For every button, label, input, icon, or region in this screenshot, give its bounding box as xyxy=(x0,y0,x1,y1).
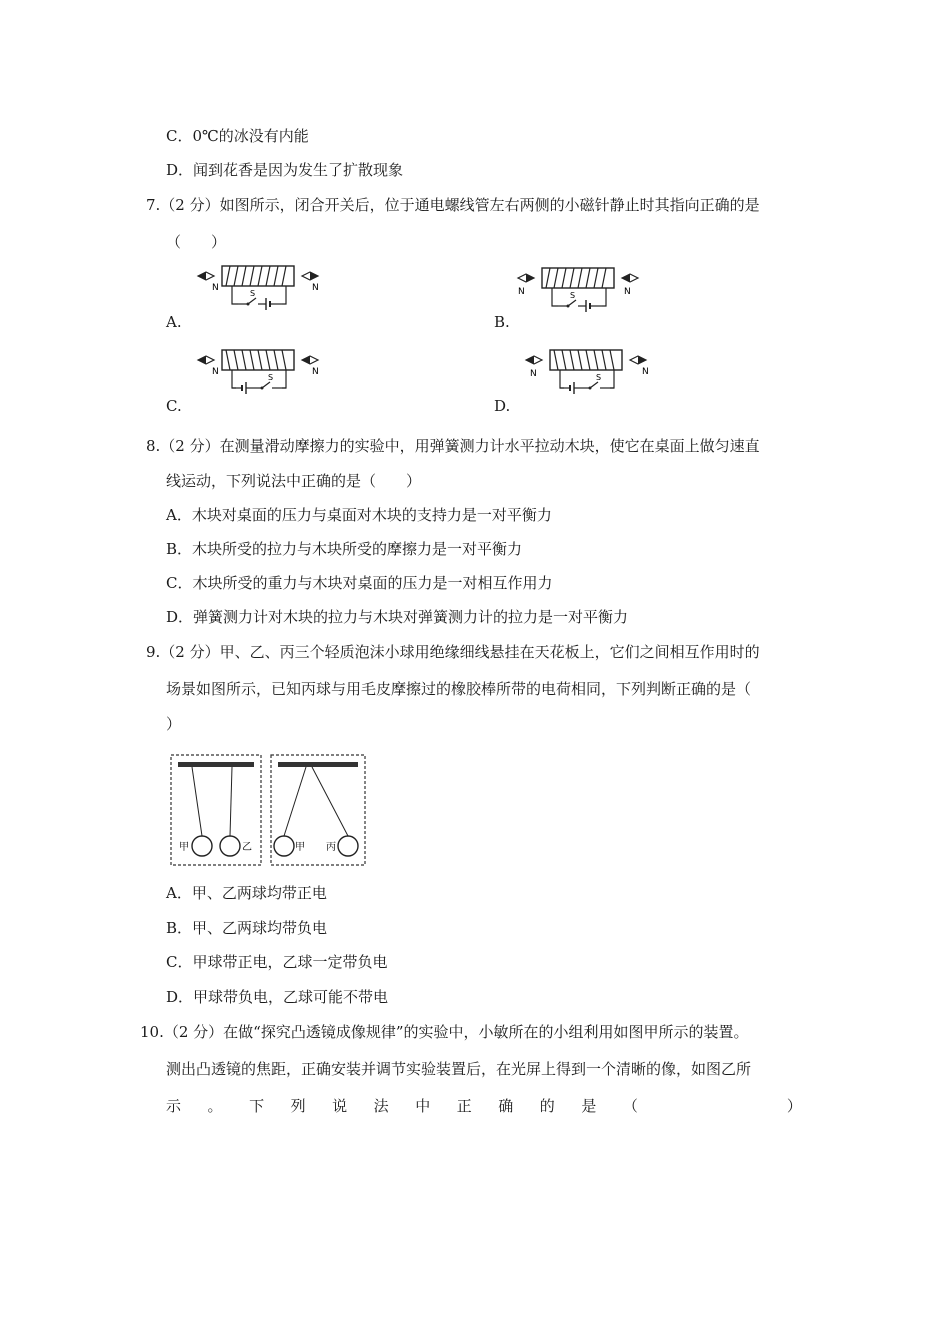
charged-balls-figure xyxy=(168,752,368,868)
svg-text:甲: 甲 xyxy=(295,842,305,853)
svg-text:N: N xyxy=(312,283,319,293)
svg-text:N: N xyxy=(642,367,649,377)
q6-option-d: D．闻到花香是因为发生了扩散现象 xyxy=(166,161,404,179)
solenoid-figure-a xyxy=(196,260,326,322)
q8-stem-line2: 线运动，下列说法中正确的是（ ） xyxy=(166,472,422,490)
q9-stem-line3: ） xyxy=(166,715,182,733)
svg-text:S: S xyxy=(570,291,576,300)
q10-word: 下 xyxy=(249,1097,265,1115)
svg-text:甲: 甲 xyxy=(179,842,189,853)
svg-text:N: N xyxy=(312,367,319,377)
solenoid-figure-d xyxy=(524,344,658,406)
q10-stem-line2: 测出凸透镜的焦距，正确安装并调节实验装置后，在光屏上得到一个清晰的像，如图乙所 xyxy=(166,1060,752,1078)
q8-option-b: B．木块所受的拉力与木块所受的摩擦力是一对平衡力 xyxy=(166,540,523,558)
q7-label-d: D. xyxy=(494,397,511,415)
svg-text:N: N xyxy=(518,287,525,297)
svg-text:S: S xyxy=(596,373,602,382)
svg-text:N: N xyxy=(212,283,219,293)
q10-word: 中 xyxy=(415,1097,431,1115)
q8-option-d: D．弹簧测力计对木块的拉力与木块对弹簧测力计的拉力是一对平衡力 xyxy=(166,608,629,626)
q10-word: 说 xyxy=(332,1097,348,1115)
svg-text:S: S xyxy=(250,289,256,298)
q9-option-a: A．甲、乙两球均带正电 xyxy=(166,884,327,902)
svg-text:N: N xyxy=(530,369,537,379)
q8-stem-line1: 8.（2 分）在测量滑动摩擦力的实验中，用弹簧测力计水平拉动木块，使它在桌面上做匀速直 xyxy=(146,437,760,455)
q10-word: 。 xyxy=(207,1097,223,1115)
q10-word: 法 xyxy=(373,1097,389,1115)
q10-stem-line3 xyxy=(166,1096,802,1116)
svg-text:N: N xyxy=(212,367,219,377)
q7-paren: （ ） xyxy=(166,233,227,251)
svg-text:丙: 丙 xyxy=(326,842,336,853)
q10-word: 是 xyxy=(581,1097,597,1115)
solenoid-figure-b xyxy=(516,262,646,324)
q9-stem-line1: 9.（2 分）甲、乙、丙三个轻质泡沫小球用绝缘细线悬挂在天花板上，它们之间相互作用时的 xyxy=(146,643,760,661)
svg-text:N: N xyxy=(624,287,631,297)
q9-option-d: D．甲球带负电，乙球可能不带电 xyxy=(166,988,389,1006)
q9-option-b: B．甲、乙两球均带负电 xyxy=(166,919,328,937)
q6-option-c: C．0℃的冰没有内能 xyxy=(166,127,309,145)
q7-label-a: A. xyxy=(166,313,182,331)
svg-text:乙: 乙 xyxy=(242,842,252,853)
q10-stem-line1: 10.（2 分）在做“探究凸透镜成像规律”的实验中，小敏所在的小组利用如图甲所示的装置。 xyxy=(140,1023,749,1041)
q10-word: （ xyxy=(622,1097,638,1115)
q8-option-a: A．木块对桌面的压力与桌面对木块的支持力是一对平衡力 xyxy=(166,506,552,524)
solenoid-figure-c xyxy=(196,344,326,406)
q8-option-c: C．木块所受的重力与木块对桌面的压力是一对相互作用力 xyxy=(166,574,553,592)
q9-stem-line2: 场景如图所示，已知丙球与用毛皮摩擦过的橡胶棒所带的电荷相同，下列判断正确的是（ xyxy=(166,680,752,698)
q10-word: 确 xyxy=(498,1097,514,1115)
q10-word: 示 xyxy=(166,1097,182,1115)
q7-label-b: B. xyxy=(494,313,510,331)
q7-stem: 7.（2 分）如图所示，闭合开关后，位于通电螺线管左右两侧的小磁针静止时其指向正确的是 xyxy=(146,196,760,214)
q9-option-c: C．甲球带正电，乙球一定带负电 xyxy=(166,953,388,971)
q10-word: ） xyxy=(786,1097,802,1115)
q10-word: 列 xyxy=(290,1097,306,1115)
svg-text:S: S xyxy=(268,373,274,382)
q10-word: 的 xyxy=(539,1097,555,1115)
q7-label-c: C. xyxy=(166,397,182,415)
q10-word: 正 xyxy=(456,1097,472,1115)
